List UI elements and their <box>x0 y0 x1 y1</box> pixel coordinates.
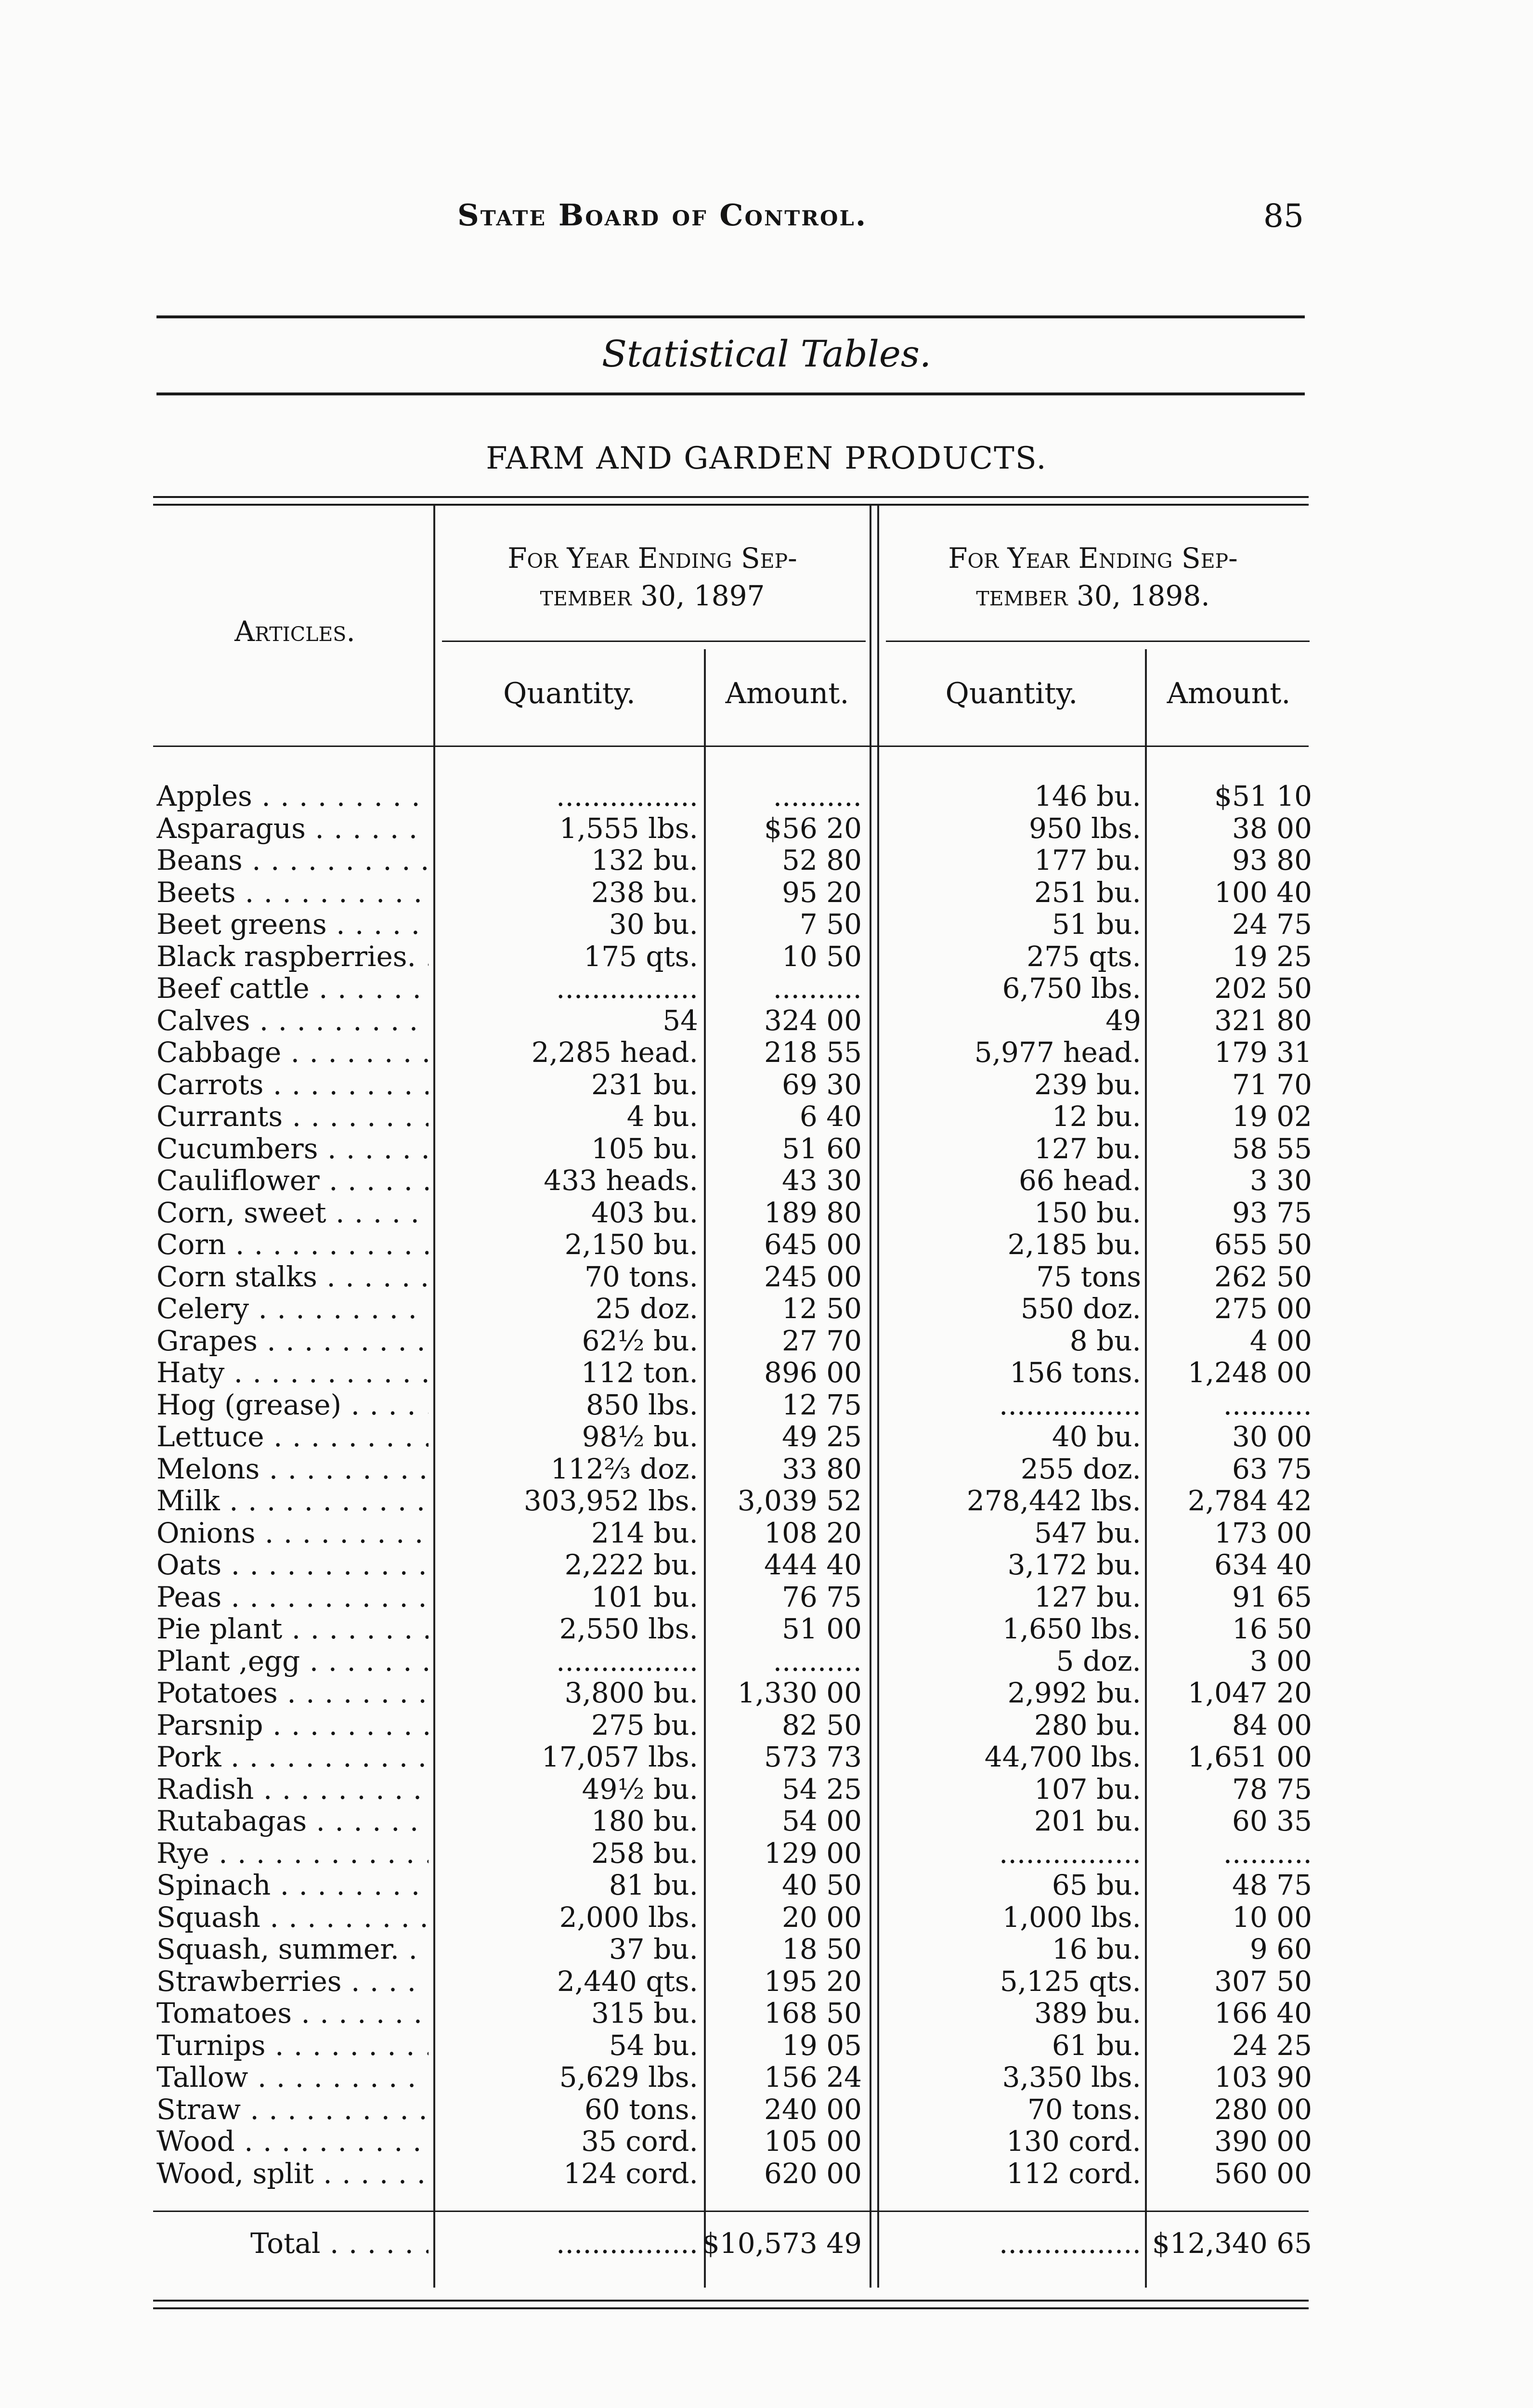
table-row <box>0 1805 1533 1837</box>
quantity-1898: ................ <box>999 1836 1141 1870</box>
article-name: Hog (grease) . . . <box>156 1389 429 1421</box>
quantity-1897: 2,550 lbs. <box>559 1612 698 1645</box>
article-name: Radish . . . <box>156 1773 429 1806</box>
amount-1898: $51 10 <box>1214 780 1312 812</box>
quantity-1897: 258 bu. <box>591 1836 698 1870</box>
quantity-1898: 127 bu. <box>1034 1132 1141 1165</box>
quantity-1897: 17,057 lbs. <box>541 1741 698 1773</box>
amount-1897: 195 20 <box>764 1964 862 1998</box>
table-row <box>0 1036 1533 1069</box>
article-name: Haty . . . <box>156 1357 429 1389</box>
amount-1897: 12 50 <box>781 1292 862 1325</box>
quantity-1897: 231 bu. <box>591 1068 698 1101</box>
quantity-1898: 107 bu. <box>1034 1772 1141 1806</box>
quantity-1897: 124 cord. <box>563 2157 698 2190</box>
quantity-1897: 54 bu. <box>609 2028 698 2062</box>
amount-1898: 78 75 <box>1232 1772 1312 1806</box>
article-name: Strawberries . . . <box>156 1965 429 1998</box>
page-number: 85 <box>1263 197 1304 235</box>
quantity-1897: 850 lbs. <box>585 1388 698 1421</box>
quantity-1897: 49½ bu. <box>582 1772 698 1806</box>
article-name: Rutabagas . . . <box>156 1805 429 1837</box>
quantity-1897: 303,952 lbs. <box>523 1484 698 1517</box>
quantity-1897: 238 bu. <box>591 876 698 909</box>
quantity-1898: 5,125 qts. <box>1000 1964 1141 1998</box>
table-row <box>0 1581 1533 1613</box>
article-name: Cabbage . . . <box>156 1036 429 1069</box>
quantity-1897: 35 cord. <box>581 2125 698 2158</box>
amount-1898: 390 00 <box>1214 2125 1312 2158</box>
table-row <box>0 1869 1533 1901</box>
quantity-1898: 2,185 bu. <box>1007 1228 1141 1261</box>
table-row <box>0 1677 1533 1709</box>
quantity-1897: ................ <box>556 972 698 1005</box>
amount-1898: 10 00 <box>1232 1900 1312 1934</box>
quantity-1898: 5,977 head. <box>974 1036 1141 1069</box>
amount-1898-header: Amount. <box>1167 677 1291 710</box>
quantity-1897: 3,800 bu. <box>564 1676 698 1709</box>
amount-1898: 179 31 <box>1214 1036 1312 1069</box>
amount-1898: 63 75 <box>1232 1452 1312 1485</box>
table-row <box>0 812 1533 845</box>
year-1898-header-line2: tember 30, 1898. <box>976 579 1210 612</box>
year-1897-header <box>438 539 867 615</box>
article-name: Turnips . . . <box>156 2029 429 2062</box>
amount-1898: 16 50 <box>1232 1612 1312 1645</box>
article-name: Wood . . . <box>156 2125 429 2158</box>
article-name: Pie plant . . . <box>156 1613 429 1645</box>
quantity-1897: 175 qts. <box>584 940 698 973</box>
amount-1897: 54 25 <box>781 1772 862 1806</box>
table-row <box>0 1773 1533 1806</box>
table-row <box>0 1165 1533 1197</box>
table-row <box>0 2158 1533 2190</box>
quantity-1898: 127 bu. <box>1034 1580 1141 1613</box>
quantity-1897: 37 bu. <box>609 1933 698 1965</box>
table-row <box>0 1005 1533 1037</box>
table-row <box>0 1645 1533 1677</box>
amount-1897: 245 00 <box>764 1260 862 1293</box>
table-rule-bottom-2 <box>153 2307 1309 2309</box>
quantity-1897: 5,629 lbs. <box>559 2061 698 2094</box>
amount-1897: .......... <box>773 1644 862 1677</box>
amount-1897: 189 80 <box>764 1196 862 1229</box>
amount-1898: 173 00 <box>1214 1516 1312 1549</box>
quantity-1898: 5 doz. <box>1056 1644 1141 1677</box>
quantity-1897: 101 bu. <box>591 1580 698 1613</box>
quantity-1897: 2,150 bu. <box>564 1228 698 1261</box>
amount-1897: 51 00 <box>781 1612 862 1645</box>
amount-1898: 84 00 <box>1232 1708 1312 1741</box>
article-name: Apples . . . <box>156 780 429 812</box>
table-row <box>0 844 1533 877</box>
amount-1898: 24 75 <box>1232 908 1312 941</box>
amount-1897: 20 00 <box>781 1900 862 1934</box>
amount-1898: 48 75 <box>1232 1869 1312 1901</box>
amount-1898: 166 40 <box>1214 1997 1312 2029</box>
quantity-1897: 81 bu. <box>609 1869 698 1901</box>
amount-1898: 71 70 <box>1232 1068 1312 1101</box>
amount-1898: 655 50 <box>1214 1228 1312 1261</box>
article-name: Squash . . . <box>156 1901 429 1934</box>
amount-1898: 3 00 <box>1249 1644 1312 1677</box>
year-1897-underline <box>442 641 866 642</box>
quantity-1898: 239 bu. <box>1034 1068 1141 1101</box>
article-name: Parsnip . . . <box>156 1709 429 1741</box>
article-name: Lettuce . . . <box>156 1421 429 1453</box>
amount-1898: 93 80 <box>1232 844 1312 877</box>
amount-1897: 1,330 00 <box>737 1676 862 1709</box>
amount-1897: 645 00 <box>764 1228 862 1261</box>
amount-1898: 4 00 <box>1249 1324 1312 1357</box>
quantity-1898: 12 bu. <box>1052 1100 1141 1133</box>
quantity-1897: 403 bu. <box>591 1196 698 1229</box>
table-row <box>0 2125 1533 2158</box>
table-row <box>0 1133 1533 1165</box>
amount-1898: 3 30 <box>1249 1164 1312 1197</box>
quantity-1897: 275 bu. <box>591 1708 698 1741</box>
quantity-1898: 275 qts. <box>1026 940 1141 973</box>
article-name: Currants . . . <box>156 1100 429 1133</box>
table-row <box>0 1549 1533 1581</box>
quantity-1898: ................ <box>999 1388 1141 1421</box>
quantity-1897: 60 tons. <box>584 2093 698 2126</box>
table-row <box>0 780 1533 812</box>
quantity-1898: 51 bu. <box>1052 908 1141 941</box>
quantity-1898: 177 bu. <box>1034 844 1141 877</box>
quantity-1897: 30 bu. <box>609 908 698 941</box>
article-name: Plant ,egg . . . <box>156 1645 429 1677</box>
amount-1898: 280 00 <box>1214 2093 1312 2126</box>
table-row <box>0 1837 1533 1870</box>
quantity-1898: 3,172 bu. <box>1007 1548 1141 1581</box>
amount-1897: 324 00 <box>764 1004 862 1037</box>
amount-1898: 19 25 <box>1232 940 1312 973</box>
table-row <box>0 2029 1533 2062</box>
amount-1898: 321 80 <box>1214 1004 1312 1037</box>
amount-1897: 95 20 <box>781 876 862 909</box>
year-1897-header-line1: For Year Ending Sep- <box>507 542 797 575</box>
quantity-1897: 2,440 qts. <box>557 1964 698 1998</box>
table-row <box>0 1293 1533 1325</box>
total-label: Total . . . <box>250 2227 429 2260</box>
quantity-1898: 112 cord. <box>1006 2157 1141 2190</box>
quantity-1897: 112 ton. <box>581 1356 698 1389</box>
table-row <box>0 941 1533 973</box>
amount-1897: 129 00 <box>764 1836 862 1870</box>
amount-1897: 18 50 <box>781 1933 862 1965</box>
amount-1897: 54 00 <box>781 1805 862 1837</box>
quantity-1898: 280 bu. <box>1034 1708 1141 1741</box>
amount-1897: 69 30 <box>781 1068 862 1101</box>
quantity-1897: 2,222 bu. <box>564 1548 698 1581</box>
article-name: Rye . . . <box>156 1837 429 1870</box>
article-name: Onions . . . <box>156 1517 429 1549</box>
amount-1897: 43 30 <box>781 1164 862 1197</box>
article-name: Black raspberries. . . . <box>156 941 429 973</box>
quantity-1898: 6,750 lbs. <box>1002 972 1141 1005</box>
total-amount-1898: $12,340 65 <box>1152 2227 1312 2260</box>
amount-1898: 38 00 <box>1232 811 1312 845</box>
article-name: Corn, sweet . . . <box>156 1197 429 1229</box>
article-name: Grapes . . . <box>156 1325 429 1357</box>
article-name: Corn . . . <box>156 1229 429 1261</box>
quantity-1898: 66 head. <box>1018 1164 1141 1197</box>
rule-top <box>156 315 1305 318</box>
amount-1897: 49 25 <box>781 1420 862 1453</box>
quantity-1898: 156 tons. <box>1010 1356 1141 1389</box>
quantity-1898: 130 cord. <box>1006 2125 1141 2158</box>
amount-1898: 91 65 <box>1232 1580 1312 1613</box>
amount-1898: 560 00 <box>1214 2157 1312 2190</box>
table-row <box>0 877 1533 909</box>
quantity-1898: 150 bu. <box>1034 1196 1141 1229</box>
total-quantity-1897: ................ <box>556 2227 698 2260</box>
amount-1897: .......... <box>773 972 862 1005</box>
amount-1897: 573 73 <box>764 1741 862 1773</box>
article-name: Peas . . . <box>156 1581 429 1613</box>
total-row <box>0 2227 1533 2260</box>
total-amount-1897: $10,573 49 <box>702 2227 862 2260</box>
article-name: Tallow . . . <box>156 2061 429 2094</box>
quantity-1897: 1,555 lbs. <box>559 811 698 845</box>
amount-1897: 444 40 <box>764 1548 862 1581</box>
article-name: Asparagus . . . <box>156 812 429 845</box>
table-row <box>0 1261 1533 1293</box>
quantity-1898: 8 bu. <box>1069 1324 1141 1357</box>
article-name: Beet greens . . . <box>156 908 429 941</box>
amount-1898: 634 40 <box>1214 1548 1312 1581</box>
table-row <box>0 2094 1533 2126</box>
amount-1898: 9 60 <box>1249 1933 1312 1965</box>
table-row <box>0 1069 1533 1101</box>
table-row <box>0 972 1533 1005</box>
amount-1897: 51 60 <box>781 1132 862 1165</box>
quantity-1898: 950 lbs. <box>1028 811 1141 845</box>
table-rule-top-2 <box>153 504 1309 506</box>
quantity-1897: 214 bu. <box>591 1516 698 1549</box>
running-head: State Board of Control. <box>457 197 868 233</box>
amount-1897: 19 05 <box>781 2028 862 2062</box>
amount-1897: 620 00 <box>764 2157 862 2190</box>
quantity-1897: 25 doz. <box>595 1292 698 1325</box>
total-top-rule <box>153 2211 1309 2212</box>
amount-1897: 6 40 <box>799 1100 862 1133</box>
amount-1897: 12 75 <box>781 1388 862 1421</box>
amount-1898: 19 02 <box>1232 1100 1312 1133</box>
article-name: Beets . . . <box>156 877 429 909</box>
amount-1897: 105 00 <box>764 2125 862 2158</box>
article-name: Milk . . . <box>156 1485 429 1517</box>
table-row <box>0 1517 1533 1549</box>
quantity-1897: 70 tons. <box>584 1260 698 1293</box>
amount-1897: 896 00 <box>764 1356 862 1389</box>
amount-1897: 52 80 <box>781 844 862 877</box>
amount-1897: 156 24 <box>764 2061 862 2094</box>
quantity-1898: 70 tons. <box>1027 2093 1141 2126</box>
article-name: Spinach . . . <box>156 1869 429 1901</box>
amount-1897: 10 50 <box>781 940 862 973</box>
quantity-1897: 98½ bu. <box>582 1420 698 1453</box>
amount-1897-header: Amount. <box>725 677 849 710</box>
quantity-1898: 201 bu. <box>1034 1805 1141 1837</box>
article-name: Cucumbers . . . <box>156 1133 429 1165</box>
quantity-1898: 255 doz. <box>1020 1452 1141 1485</box>
articles-header: Articles. <box>234 615 355 648</box>
quantity-1898: 75 tons <box>1036 1260 1141 1293</box>
quantity-1898: 251 bu. <box>1034 876 1141 909</box>
quantity-1898-header: Quantity. <box>945 677 1078 710</box>
rule-under-section <box>156 393 1305 395</box>
table-row <box>0 1997 1533 2029</box>
quantity-1897: 433 heads. <box>544 1164 698 1197</box>
quantity-1897: 315 bu. <box>591 1997 698 2029</box>
amount-1898: 93 75 <box>1232 1196 1312 1229</box>
total-quantity-1898: ................ <box>999 2227 1141 2260</box>
amount-1898: .......... <box>1223 1388 1312 1421</box>
amount-1898: 30 00 <box>1232 1420 1312 1453</box>
quantity-1898: 2,992 bu. <box>1007 1676 1141 1709</box>
article-name: Carrots . . . <box>156 1069 429 1101</box>
article-name: Melons . . . <box>156 1453 429 1485</box>
table-row <box>0 1229 1533 1261</box>
amount-1898: .......... <box>1223 1836 1312 1870</box>
amount-1898: 60 35 <box>1232 1805 1312 1837</box>
quantity-1897: 4 bu. <box>626 1100 698 1133</box>
article-name: Wood, split . . . <box>156 2158 429 2190</box>
quantity-1897: 54 <box>663 1004 698 1037</box>
year-1897-header-line2: tember 30, 1897 <box>540 579 765 612</box>
table-row <box>0 1709 1533 1741</box>
quantity-1897: 132 bu. <box>591 844 698 877</box>
table-row <box>0 1100 1533 1133</box>
table-row <box>0 1357 1533 1389</box>
amount-1897: 218 55 <box>764 1036 862 1069</box>
table-row <box>0 1613 1533 1645</box>
table-row <box>0 1325 1533 1357</box>
amount-1897: 240 00 <box>764 2093 862 2126</box>
quantity-1898: 550 doz. <box>1020 1292 1141 1325</box>
table-row <box>0 1389 1533 1421</box>
quantity-1898: 61 bu. <box>1052 2028 1141 2062</box>
quantity-1898: 3,350 lbs. <box>1002 2061 1141 2094</box>
amount-1898: 103 90 <box>1214 2061 1312 2094</box>
table-row <box>0 1933 1533 1965</box>
article-name: Potatoes . . . <box>156 1677 429 1709</box>
quantity-1897: 112⅔ doz. <box>550 1452 698 1485</box>
amount-1897: $56 20 <box>764 811 862 845</box>
article-name: Oats . . . <box>156 1549 429 1581</box>
table-rule-bottom-1 <box>153 2300 1309 2302</box>
article-name: Celery . . . <box>156 1293 429 1325</box>
amount-1897: 76 75 <box>781 1580 862 1613</box>
quantity-1898: 16 bu. <box>1052 1933 1141 1965</box>
table-row <box>0 2061 1533 2094</box>
quantity-1897-header: Quantity. <box>503 677 636 710</box>
quantity-1898: 547 bu. <box>1034 1516 1141 1549</box>
quantity-1897: 2,000 lbs. <box>559 1900 698 1934</box>
amount-1898: 58 55 <box>1232 1132 1312 1165</box>
quantity-1897: 2,285 head. <box>531 1036 698 1069</box>
table-rule-top-1 <box>153 496 1309 498</box>
quantity-1897: ................ <box>556 780 698 812</box>
table-title: FARM AND GARDEN PRODUCTS. <box>486 441 1047 476</box>
amount-1897: 7 50 <box>799 908 862 941</box>
quantity-1897: 105 bu. <box>591 1132 698 1165</box>
quantity-1898: 44,700 lbs. <box>984 1741 1141 1773</box>
amount-1897: 82 50 <box>781 1708 862 1741</box>
quantity-1898: 49 <box>1105 1004 1141 1037</box>
amount-1897: 27 70 <box>781 1324 862 1357</box>
table-row <box>0 1965 1533 1998</box>
amount-1898: 24 25 <box>1232 2028 1312 2062</box>
amount-1897: 108 20 <box>764 1516 862 1549</box>
quantity-1897: 180 bu. <box>591 1805 698 1837</box>
amount-1897: 33 80 <box>781 1452 862 1485</box>
quantity-1897: ................ <box>556 1644 698 1677</box>
article-name: Corn stalks . . . <box>156 1261 429 1293</box>
amount-1898: 1,248 00 <box>1187 1356 1312 1389</box>
table-row <box>0 1197 1533 1229</box>
article-name: Straw . . . <box>156 2094 429 2126</box>
table-row <box>0 1901 1533 1934</box>
table-row <box>0 1421 1533 1453</box>
section-title: Statistical Tables. <box>601 332 932 375</box>
quantity-1898: 1,650 lbs. <box>1002 1612 1141 1645</box>
article-name: Beans . . . <box>156 844 429 877</box>
quantity-1898: 146 bu. <box>1034 780 1141 812</box>
quantity-1898: 1,000 lbs. <box>1002 1900 1141 1934</box>
article-name: Beef cattle . . . <box>156 972 429 1005</box>
amount-1897: 168 50 <box>764 1997 862 2029</box>
article-name: Cauliflower . . . <box>156 1165 429 1197</box>
quantity-1898: 40 bu. <box>1052 1420 1141 1453</box>
amount-1897: 40 50 <box>781 1869 862 1901</box>
year-1898-underline <box>886 641 1310 642</box>
table-row <box>0 908 1533 941</box>
table-row <box>0 1741 1533 1773</box>
article-name: Tomatoes . . . <box>156 1997 429 2029</box>
amount-1897: 3,039 52 <box>737 1484 862 1517</box>
amount-1898: 307 50 <box>1214 1964 1312 1998</box>
table-row <box>0 1485 1533 1517</box>
amount-1898: 100 40 <box>1214 876 1312 909</box>
amount-1898: 2,784 42 <box>1187 1484 1312 1517</box>
table-row <box>0 1453 1533 1485</box>
article-name: Pork . . . <box>156 1741 429 1773</box>
amount-1898: 202 50 <box>1214 972 1312 1005</box>
amount-1898: 262 50 <box>1214 1260 1312 1293</box>
amount-1898: 1,651 00 <box>1187 1741 1312 1773</box>
amount-1898: 1,047 20 <box>1187 1676 1312 1709</box>
amount-1898: 275 00 <box>1214 1292 1312 1325</box>
quantity-1898: 389 bu. <box>1034 1997 1141 2029</box>
year-1898-header <box>881 539 1305 615</box>
article-name: Squash, summer. . . . <box>156 1933 429 1965</box>
amount-1897: .......... <box>773 780 862 812</box>
quantity-1898: 278,442 lbs. <box>966 1484 1141 1517</box>
article-name: Calves . . . <box>156 1005 429 1037</box>
quantity-1898: 65 bu. <box>1052 1869 1141 1901</box>
year-1898-header-line1: For Year Ending Sep- <box>948 542 1238 575</box>
header-bottom-rule <box>153 746 1309 747</box>
quantity-1897: 62½ bu. <box>582 1324 698 1357</box>
